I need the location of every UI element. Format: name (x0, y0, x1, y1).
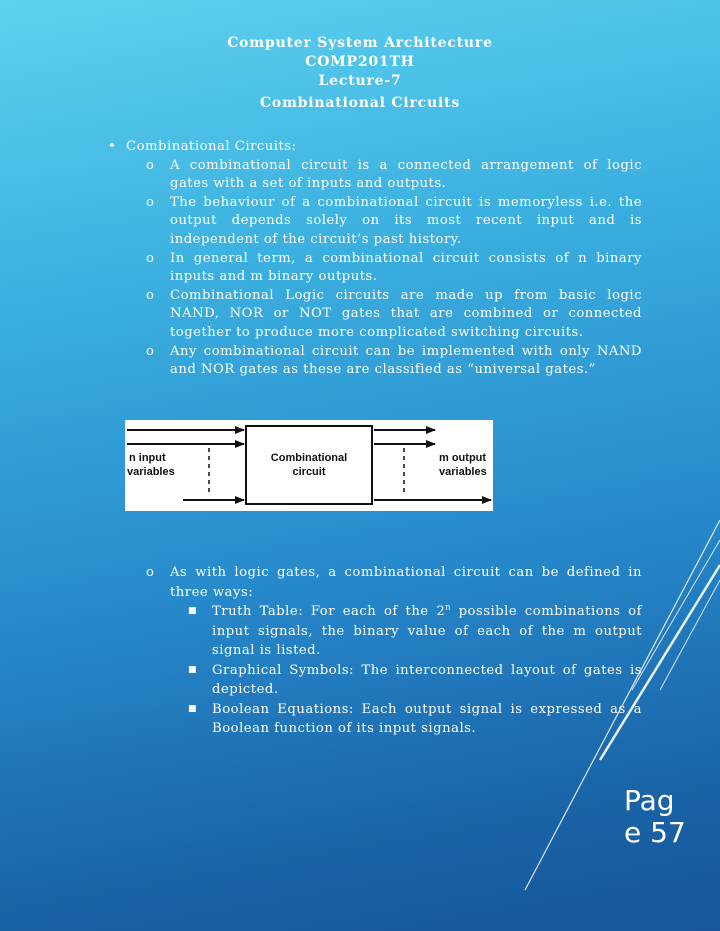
square-bullet-icon: ■ (188, 703, 198, 714)
truth-table-pre: Truth Table: For each of the 2 (212, 604, 446, 619)
section-heading: Combinational Circuits: (126, 139, 297, 154)
course-title: Computer System Architecture (227, 35, 493, 51)
boolean-equations-text: Boolean Equations: Each output signal is expressed as a Boolean function of its input signals. (212, 701, 642, 736)
square-bullet-icon: ■ (188, 606, 198, 616)
list-item (188, 700, 642, 739)
point-text: The behaviour of a combinational circuit is memoryless i.e. the output depends solely on its most recent input and is independent of the circuit’s past history. (170, 194, 642, 247)
square-bullet-icon: ■ (188, 664, 198, 675)
list-item (146, 250, 642, 287)
circle-bullet-icon: o (146, 343, 155, 359)
bullet-icon: • (108, 139, 117, 154)
point-text: A combinational circuit is a connected arrangement of logic gates with a set of inputs and outputs. (170, 157, 642, 192)
circle-bullet-icon: o (146, 157, 155, 173)
point-list (108, 157, 642, 380)
ways-intro: As with logic gates, a combinational circuit can be defined in three ways: (170, 565, 642, 600)
point-text: Combinational Logic circuits are made up from basic logic NAND, NOR or NOT gates that are combined or connected together to produce more complicated switching circuits. (170, 287, 642, 340)
truth-table-post: possible combinations of input signals, the binary value of each of the m output signal is listed. (212, 604, 642, 658)
page-number-line: e 57 (624, 816, 686, 849)
section-heading-item (108, 138, 642, 157)
list-item (146, 194, 642, 250)
circle-bullet-icon: o (146, 287, 155, 303)
list-item (188, 602, 642, 661)
circle-bullet-icon: o (146, 565, 155, 580)
page-number-line: Pag (624, 784, 675, 817)
input-label: variables (127, 466, 175, 478)
point-text: Any combinational circuit can be implemented with only NAND and NOR gates as these are classified as “universal gates.” (170, 343, 642, 378)
point-text: In general term, a combinational circuit consists of n binary inputs and m binary outputs. (170, 250, 642, 285)
output-label: variables (439, 466, 487, 478)
combinational-circuit-diagram (125, 420, 493, 511)
circle-bullet-icon: o (146, 250, 155, 266)
page-number (624, 785, 686, 849)
course-code: COMP201TH (305, 54, 415, 70)
definition-ways (146, 563, 642, 739)
exponent: n (445, 602, 451, 612)
list-item (188, 661, 642, 700)
list-item (146, 563, 642, 602)
circuit-label: Combinational (270, 452, 348, 464)
lecture-number: Lecture-7 (318, 73, 402, 89)
list-item (146, 343, 642, 380)
circuit-box (246, 426, 372, 504)
list-item (146, 287, 642, 343)
list-item (146, 157, 642, 194)
input-label: n input (129, 452, 166, 464)
circuit-label: circuit (292, 466, 326, 478)
graphical-symbols-text: Graphical Symbols: The interconnected layout of gates is depicted. (212, 662, 642, 697)
output-label: m output (439, 452, 487, 464)
main-content (108, 138, 642, 380)
circle-bullet-icon: o (146, 194, 155, 210)
truth-table-text (212, 602, 642, 661)
ways-list (146, 602, 642, 739)
lecture-topic: Combinational Circuits (259, 95, 461, 111)
document-header (0, 34, 720, 113)
